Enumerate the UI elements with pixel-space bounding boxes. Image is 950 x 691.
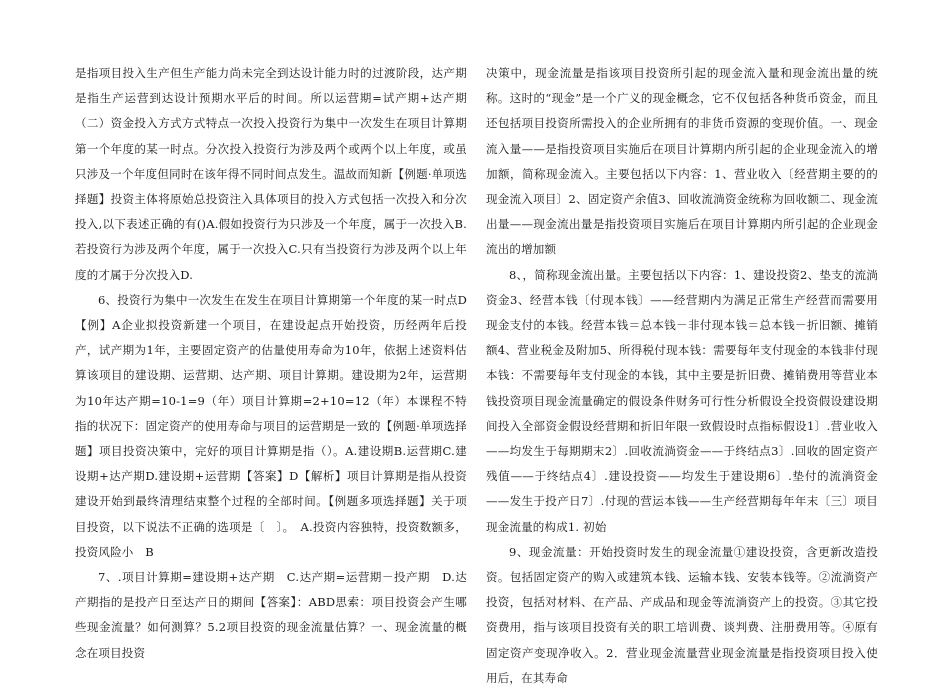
right-text-column [486,61,878,691]
paragraph: 是指项目投入生产但生产能力尚未完全到达设计能力时的过渡阶段，达产期是指生产运营到达设计预期水平后的时间。所以运营期=试产期+达产期（二）资金投入方式方式特点一次投入投资行为集中一次发生在项目计算期第一个年度的某一时点。分次投入投资行为涉及两个或两个以上年度，或虽只涉及一个年度但同时在该年得不同时间点发生。温故而知新【例题·单项选择题】投资主体将原始总投资注入具体项目的投入方式包括一次投入和分次投入,以下表述正确的有()A.假如投资行为只涉及一个年度，属于一次投入B.若投资行为涉及两个年度，属于一次投入C.只有当投资行为涉及两个以上年度的才属于分次投入D. [75,66,467,282]
left-text-column [75,61,467,666]
paragraph: 8、，简称现金流出量。主要包括以下内容：1、建设投资2、垫支的流淌资金3、经营本钱〔付现本钱〕——经营期内为满足正常生产经营而需要用现金支付的本钱。经营本钱＝总本钱－非付现本钱＝总本钱－折旧额、摊销额4、营业税金及附加5、所得税付现本钱：需要每年支付现金的本钱非付现本钱：不需要每年支付现金的本钱，其中主要是折旧费、摊销费用等营业本钱投资项目现金流量确定的假设条件财务可行性分析假设全投资假设建设期间投入全部资金假设经营期和折旧年限一致假设时点指标假设1〕.营业收入——均发生于每期期末2〕.回收流淌资金——于终结点3〕.回收的固定资产残值——于终结点4〕.建设投资——均发生于建设期6〕.垫付的流淌资金——发生于投产日7〕.付现的营运本钱——生产经营期每年年末〔三〕项目现金流量的构成1. 初始 [486,267,878,534]
paragraph: 6、投资行为集中一次发生在发生在项目计算期第一个年度的某一时点D【例】A企业拟投资新建一个项目，在建设起点开始投资，历经两年后投产，试产期为1年，主要固定资产的估量使用寿命为10年，依据上述资料估算该项目的建设期、运营期、达产期、项目计算期。建设期为2年，运营期为10年达产期=10-1=9（年）项目计算期=2+10=12（年）本课程不特指的状况下：固定资产的使用寿命与项目的运营期是一致的【例题·单项选择题】项目投资决策中，完好的项目计算期是指（）。A.建设期B.运营期C.建设期+达产期D.建设期+运营期【答案】D【解析】项目计算期是指从投资建设开始到最终清理结束整个过程的全部时间。【例题多项选择题】关于项目投资，以下说法不正确的选项是〔 〕。 A.投资内容独特，投资数额多，投资风险小 B [75,292,467,559]
paragraph: 决策中，现金流量是指该项目投资所引起的现金流入量和现金流出量的统称。这时的“现金”是一个广义的现金概念，它不仅包括各种货币资金，而且还包括项目投资所需投入的企业所拥有的非货币资源的变现价值。一、现金流入量——是指投资项目实施后在项目计算期内所引起的企业现金流入的增加额，简称现金流入。主要包括以下内容：1、营业收入〔经营期主要的的现金流入项目〕2、固定资产余值3、回收流淌资金统称为回收额二、现金流出量——现金流出量是指投资项目实施后在项目计算期内所引起的企业现金流出的增加额 [486,66,878,257]
paragraph: 9、现金流量：开始投资时发生的现金流量①建设投资，含更新改造投资。包括固定资产的购入或建筑本钱、运输本钱、安装本钱等。②流淌资产投资，包括对材料、在产品、产成品和现金等流淌资产上的投资。③其它投资费用，指与该项目投资有关的职工培训费、谈判费、注册费用等。④原有固定资产变现净收入。2．营业现金流量营业现金流量是指投资项目投入使用后，在其寿命 [486,544,878,685]
paragraph: 7、.项目计算期=建设期+达产期 C.达产期=运营期－投产期 D.达产期指的是投产日至达产日的期间【答案】：ABD思索：项目投资会产生哪些现金流量？如何测算？5.2项目投资的现金流量估算？一、现金流量的概念在项目投资 [75,570,467,660]
